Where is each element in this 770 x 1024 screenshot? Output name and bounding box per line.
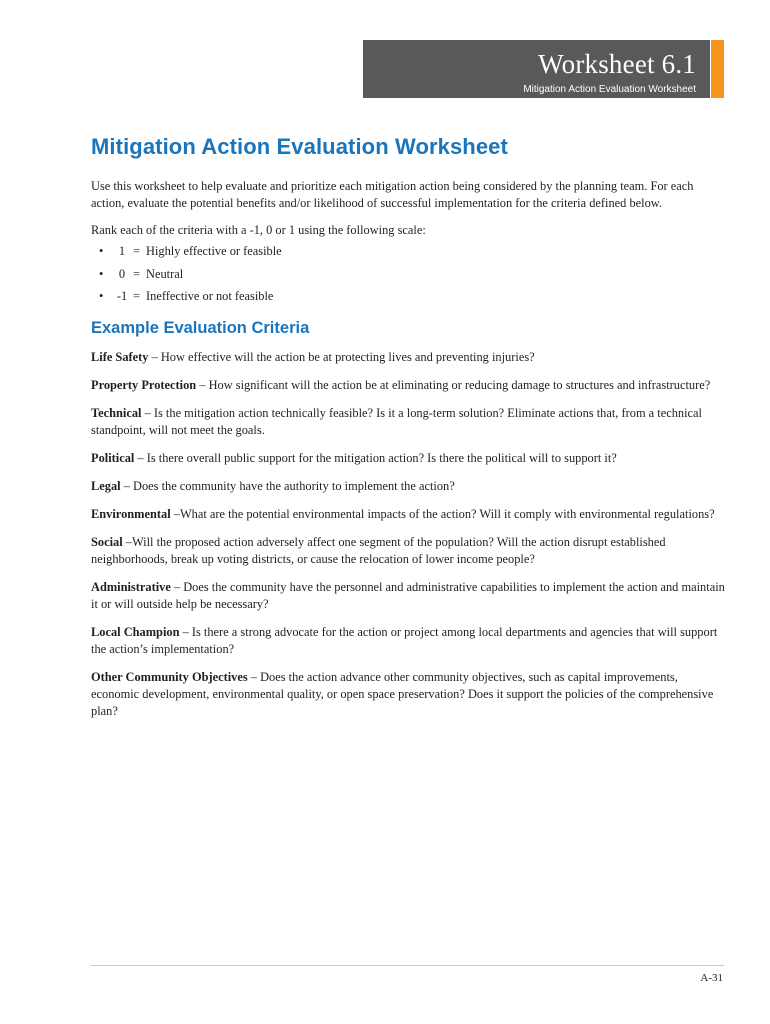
scale-rank: 0 [118,266,126,281]
criterion-term: Other Community Objectives [91,670,248,684]
criterion-separator: – [141,406,154,420]
criterion-term: Life Safety [91,350,149,364]
criterion-term: Legal [91,479,121,493]
worksheet-subtitle: Mitigation Action Evaluation Worksheet [523,84,696,95]
rating-scale-list [91,243,727,305]
criterion-separator: – [120,479,133,493]
bullet-icon: • [99,244,104,258]
criterion-legal [91,478,727,495]
criterion-text: Will the proposed action adversely affect one segment of the population? Will the action disrupt established neighborhoods, break up voting districts, or cause the relocation of lower income people? [91,535,666,566]
criterion-separator: – [179,625,192,639]
criteria-heading: Example Evaluation Criteria [91,319,310,337]
scale-intro: Rank each of the criteria with a -1, 0 or 1 using the following scale: [91,223,426,237]
criterion-term: Property Protection [91,378,197,392]
criterion-social [91,534,727,568]
criterion-political [91,450,727,467]
scale-item [91,288,727,305]
equals-sign: = [133,289,140,303]
worksheet-number: Worksheet 6.1 [538,49,696,79]
criterion-text: Does the community have the personnel and administrative capabilities to implement the action and maintain it or will outside help be necessary? [91,580,725,611]
scale-meaning: Neutral [146,266,184,281]
criterion-text: Is there overall public support for the mitigation action? Is there the political will to support it? [146,451,617,465]
criterion-text: Does the action advance other community objectives, such as capital improvements, economic development, environmental quality, or open space preservation? Does it support the policies of the comprehensive plan? [91,670,714,718]
criterion-administrative [91,579,727,613]
criterion-separator: – [170,507,180,521]
intro-paragraph: Use this worksheet to help evaluate and prioritize each mitigation action being considered by the planning team. For each action, evaluate the potential benefits and/or likelihood of successful implementation for the criteria defined below. [91,179,694,210]
criterion-separator: – [247,670,261,684]
worksheet-banner [363,40,710,98]
page-number: A-31 [700,972,723,984]
equals-sign: = [133,244,140,258]
criterion-environmental [91,506,727,523]
criterion-term: Administrative [91,580,171,594]
criterion-separator: – [134,451,147,465]
criterion-separator: – [170,580,184,594]
criterion-term: Technical [91,406,142,420]
scale-item [91,243,727,260]
bullet-icon: • [99,266,104,281]
criterion-term: Environmental [91,507,171,521]
criterion-separator: – [148,350,161,364]
criterion-separator: – [196,378,209,392]
criterion-property-protection [91,377,727,394]
criterion-separator: – [122,535,132,549]
criterion-life-safety [91,349,727,366]
criterion-local-champion [91,624,727,658]
criterion-text: How effective will the action be at protecting lives and preventing injuries? [160,350,535,364]
criterion-term: Social [91,535,123,549]
criterion-text: Does the community have the authority to implement the action? [133,479,455,493]
page-title: Mitigation Action Evaluation Worksheet [91,134,508,159]
criterion-text: Is there a strong advocate for the action or project among local departments and agencies that will support the action’s implementation? [91,625,718,656]
scale-item [91,266,727,283]
banner-accent-bar [711,40,724,98]
equals-sign: = [133,266,140,281]
footer-divider [91,965,724,966]
scale-rank: -1 [116,289,128,303]
bullet-icon: • [99,289,104,303]
criterion-text: Is the mitigation action technically feasible? Is it a long-term solution? Eliminate actions that, from a technical standpoint, will not meet the goals. [91,406,703,437]
criterion-term: Local Champion [91,625,180,639]
criterion-other-community-objectives [91,669,727,720]
page-content [91,133,727,731]
scale-meaning: Highly effective or feasible [146,244,282,258]
criterion-text: How significant will the action be at eliminating or reducing damage to structures and infrastructure? [208,378,711,392]
criterion-technical [91,405,727,439]
criterion-term: Political [91,451,135,465]
criterion-text: What are the potential environmental impacts of the action? Will it comply with environmental regulations? [179,507,715,521]
scale-meaning: Ineffective or not feasible [146,289,274,303]
scale-rank: 1 [118,244,126,258]
